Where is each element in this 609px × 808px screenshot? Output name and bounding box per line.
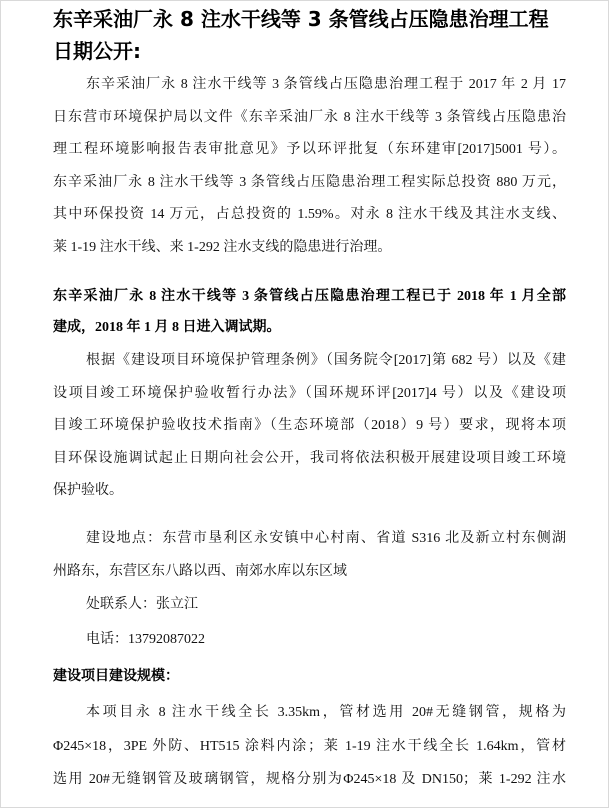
scale-paragraph-line: 本项目永 8 注水干线全长 3.35km，管材选用 20#无缝钢管，规格为 [86,705,566,720]
contact-person [53,589,566,622]
location-line: 州路东，东营区东八路以西、南郊水库以东区域 [53,563,347,579]
completion-notice-line: 东辛采油厂永 8 注水干线等 3 条管线占压隐患治理工程已于 2018 年 1 月全部 [53,289,566,304]
approval-paragraph-line: 理工程环境影响报告表审批意见》予以环评批复（东环建审[2017]5001 号）。 [53,142,566,157]
approval-paragraph-line: 东辛采油厂永 8 注水干线等 3 条管线占压隐患治理工程实际总投资 880 万元， [53,174,566,190]
completion-notice [53,281,566,343]
scale-heading-line: 建设项目建设规模： [53,669,179,684]
approval-paragraph-line: 其中环保投资 14 万元，占总投资的 1.59%。对永 8 注水干线及其注水支线、 [53,207,566,222]
scale-heading [53,661,566,694]
approval-paragraph [53,69,566,264]
basis-paragraph-line: 设项目竣工环境保护验收暂行办法》（国环规环评[2017]4 号）以及《建设项 [53,385,566,401]
scale-paragraph-line: 选用 20#无缝钢管及玻璃钢管，规格分别为Φ245×18 及 DN150；莱 1-292 注水 [53,772,566,787]
basis-paragraph-line: 目环保设施调试起止日期向社会公开，我司将依法积极开展建设项目竣工环境 [53,450,566,466]
approval-paragraph-line: 莱 1-19 注水干线、来 1-292 注水支线的隐患进行治理。 [53,239,392,255]
scale-paragraph-line: Φ245×18，3PE 外防、HT515 涂料内涂；莱 1-19 注水干线全长 1.64km，管材 [53,738,566,754]
approval-paragraph-line: 日东营市环境保护局以文件《东辛采油厂永 8 注水干线等 3 条管线占压隐患治 [53,109,566,125]
basis-paragraph-line: 根据《建设项目环境保护管理条例》（国务院令[2017]第 682 号）以及《建 [86,353,566,368]
title-line: 东辛采油厂永 8 注水干线等 3 条管线占压隐患治理工程 [53,7,549,31]
scale-paragraph [53,696,566,797]
approval-paragraph-line: 东辛采油厂永 8 注水干线等 3 条管线占压隐患治理工程于 2017 年 2 月 17 [86,77,566,92]
location-line: 建设地点：东营市垦利区永安镇中心村南、省道 S316 北及新立村东侧湖 [86,531,566,546]
title-subline: 日期公开: [53,39,141,63]
basis-paragraph [53,345,566,508]
basis-paragraph-line: 目竣工环境保护验收技术指南》（生态环境部（2018）9 号）要求，现将本项 [53,418,566,433]
contact-phone [53,624,566,657]
basis-paragraph-line: 保护验收。 [53,483,123,498]
completion-notice-line: 建成，2018 年 1 月 8 日进入调试期。 [53,320,281,335]
phone-line: 电话：13792087022 [86,632,205,647]
document-title [53,3,566,67]
location-paragraph [53,523,566,588]
contact-line: 处联系人：张立江 [86,597,198,612]
